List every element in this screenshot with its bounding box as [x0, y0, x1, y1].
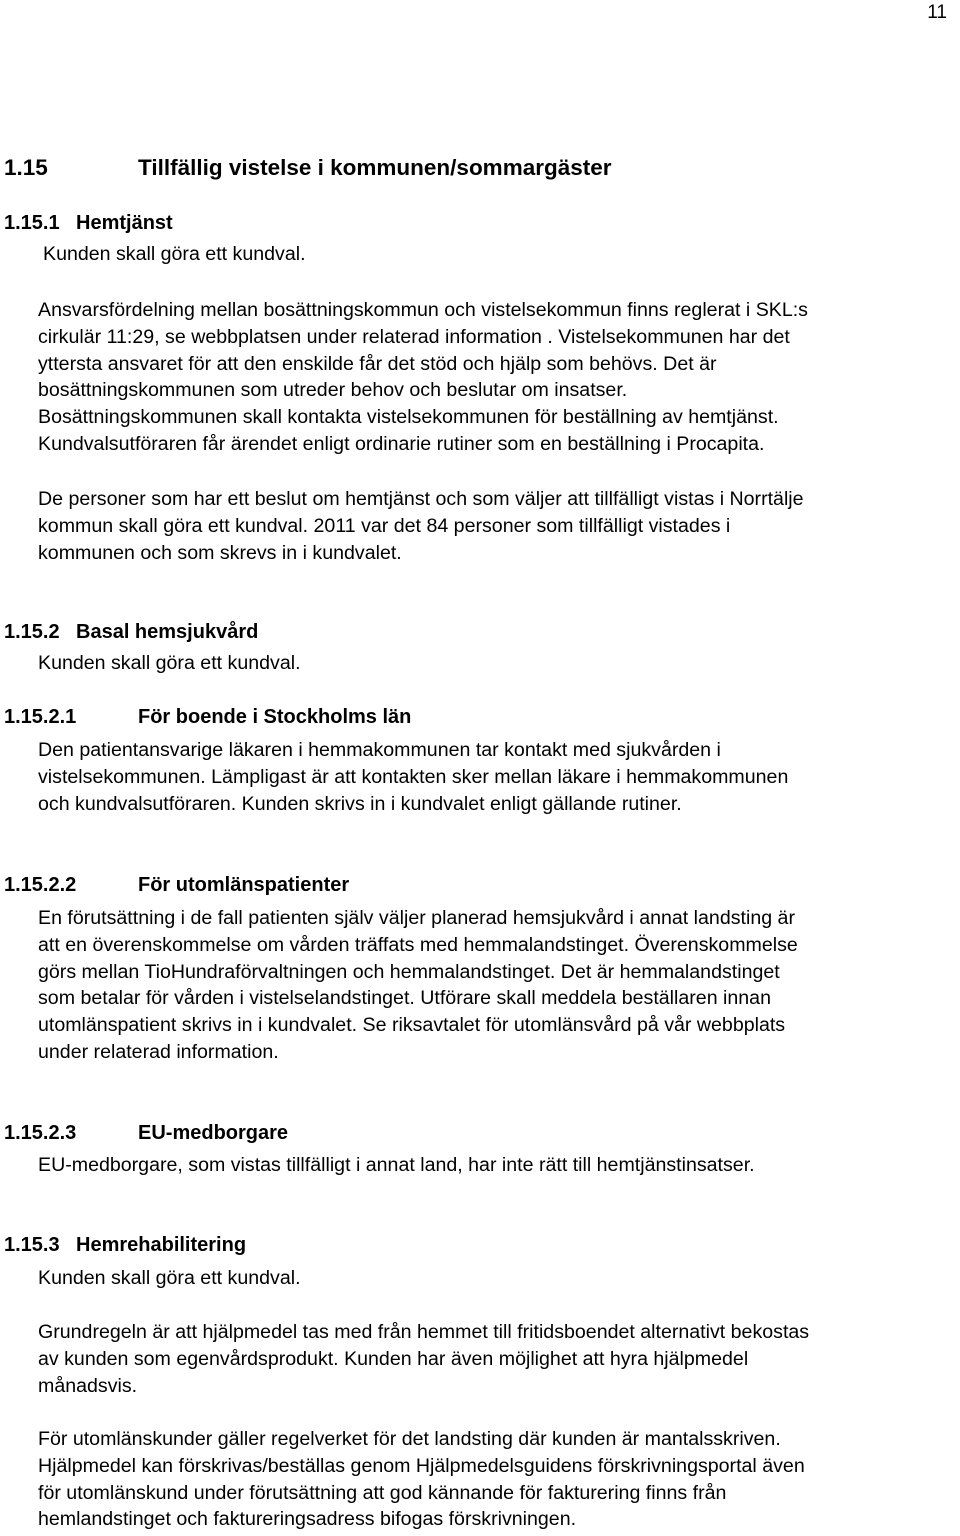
text-line: vistelsekommunen. Lämpligast är att kontakten sker mellan läkare i hemmakommunen: [38, 765, 789, 788]
section-1-15-1-title: Hemtjänst: [76, 212, 173, 234]
text-line: cirkulär 11:29, se webbplatsen under relaterad information . Vistelsekommunen har det: [38, 325, 790, 348]
text-line: Kundvalsutföraren får ärendet enligt ordinarie rutiner som en beställning i Procapita.: [38, 432, 765, 455]
text-line: utomlänspatient skrivs in i kundvalet. Se riksavtalet för utomlänsvård på vår webbplats: [38, 1014, 786, 1037]
text-line: Den patientansvarige läkaren i hemmakommunen tar kontakt med sjukvården i: [38, 739, 721, 761]
section-1-15-2-1-paragraph: [38, 737, 960, 817]
text-line: bosättningskommunen som utreder behov och beslutar om insatser.: [38, 379, 628, 402]
section-1-15-2-2-number: 1.15.2.2: [4, 874, 77, 896]
text-line: EU-medborgare, som vistas tillfälligt i annat land, har inte rätt till hemtjänstinsatser.: [38, 1154, 755, 1176]
text-line: hemlandstinget och faktureringsadress bifogas förskrivningen.: [38, 1508, 577, 1531]
section-1-15-2-2-title: För utomlänspatienter: [138, 874, 350, 896]
page-number: 11: [927, 2, 947, 23]
section-1-15-2-2-paragraph: [38, 905, 960, 1066]
text-line: månadsvis.: [38, 1374, 138, 1397]
text-line: Hjälpmedel kan förskrivas/beställas genom Hjälpmedelsguidens förskrivningsportal även: [38, 1454, 805, 1477]
section-1-15-1-number: 1.15.1: [4, 212, 60, 234]
text-line: kommun skall göra ett kundval. 2011 var det 84 personer som tillfälligt vistades i: [38, 514, 731, 537]
text-line: för utomlänskund under förutsättning att god kännande för fakturering finns från: [38, 1481, 727, 1504]
text-line: Grundregeln är att hjälpmedel tas med från hemmet till fritidsboendet alternativt bekostas: [38, 1321, 810, 1343]
section-1-15-3-intro: Kunden skall göra ett kundval.: [38, 1267, 301, 1289]
section-1-15-1-paragraph-1: [38, 297, 960, 458]
section-1-15-2-1-number: 1.15.2.1: [4, 706, 77, 728]
section-1-15-title: Tillfällig vistelse i kommunen/sommargäster: [138, 155, 612, 180]
section-1-15-3-paragraph-2: [38, 1426, 960, 1533]
section-1-15-3-title: Hemrehabilitering: [76, 1234, 247, 1256]
section-1-15-2-1-title: För boende i Stockholms län: [138, 706, 412, 728]
section-1-15-2-3-title: EU-medborgare: [138, 1122, 289, 1144]
section-1-15-2-3-paragraph: [38, 1152, 960, 1179]
section-1-15-2-number: 1.15.2: [4, 621, 60, 643]
section-1-15-number: 1.15: [4, 155, 48, 180]
section-1-15-2-intro: Kunden skall göra ett kundval.: [38, 652, 301, 674]
text-line: Bosättningskommunen skall kontakta vistelsekommunen för beställning av hemtjänst.: [38, 406, 779, 429]
section-1-15-3-number: 1.15.3: [4, 1234, 60, 1256]
section-1-15-1-paragraph-2: [38, 486, 960, 566]
text-line: under relaterad information.: [38, 1040, 279, 1063]
text-line: att en överenskommelse om vården träffats med hemmalandstinget. Överenskommelse: [38, 933, 798, 956]
text-line: som betalar för vården i vistelselandstinget. Utförare skall meddela beställaren innan: [38, 987, 771, 1010]
text-line: En förutsättning i de fall patienten själv väljer planerad hemsjukvård i annat landsting är: [38, 907, 795, 929]
text-line: För utomlänskunder gäller regelverket för det landsting där kunden är mantalsskriven.: [38, 1428, 781, 1450]
text-line: De personer som har ett beslut om hemtjänst och som väljer att tillfälligt vistas i Norrtälje: [38, 488, 804, 510]
text-line: görs mellan TioHundraförvaltningen och hemmalandstinget. Det är hemmalandstinget: [38, 960, 780, 983]
text-line: yttersta ansvaret för att den enskilde får det stöd och hjälp som behövs. Det är: [38, 352, 717, 375]
section-1-15-3-paragraph-1: [38, 1319, 960, 1399]
section-1-15-2-title: Basal hemsjukvård: [76, 621, 259, 643]
text-line: och kundvalsutföraren. Kunden skrivs in i kundvalet enligt gällande rutiner.: [38, 792, 682, 815]
section-1-15-1-intro: Kunden skall göra ett kundval.: [43, 243, 306, 265]
section-1-15-2-3-number: 1.15.2.3: [4, 1122, 77, 1144]
text-line: kommunen och som skrevs in i kundvalet.: [38, 541, 402, 564]
text-line: Ansvarsfördelning mellan bosättningskommun och vistelsekommun finns reglerat i SKL:s: [38, 299, 808, 321]
text-line: av kunden som egenvårdsprodukt. Kunden har även möjlighet att hyra hjälpmedel: [38, 1347, 749, 1370]
